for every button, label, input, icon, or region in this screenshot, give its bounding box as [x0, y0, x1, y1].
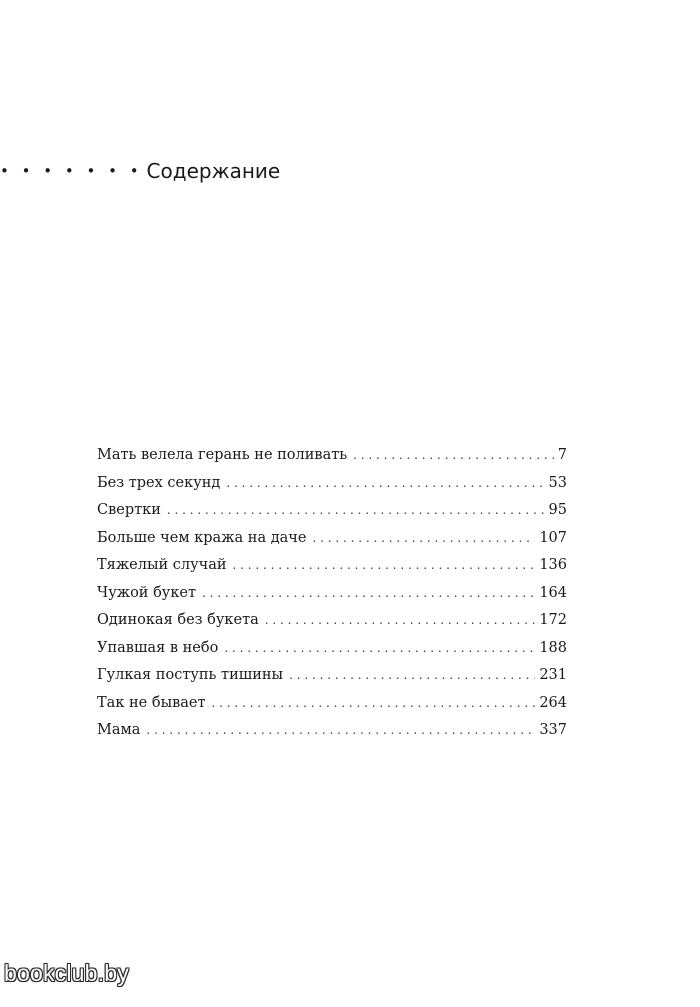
toc-entry-page: 164	[539, 584, 567, 601]
toc-entry-page: 53	[548, 474, 567, 491]
toc-entry-title: Больше чем кража на даче	[97, 529, 307, 546]
toc-leader-dots	[265, 613, 536, 627]
toc-leader-dots	[212, 696, 536, 710]
toc-entry	[97, 502, 567, 530]
toc-entry-title: Одинокая без букета	[97, 612, 259, 628]
table-of-contents	[97, 447, 567, 750]
toc-entry-page: 337	[539, 722, 567, 738]
heading-dots: • • • • • • •	[0, 161, 143, 180]
toc-entry-title: Так не бывает	[97, 694, 206, 711]
toc-leader-dots	[289, 668, 535, 682]
toc-leader-dots	[233, 558, 536, 572]
toc-entry-title: Свертки	[97, 502, 161, 518]
page-title: Содержание	[146, 159, 281, 183]
toc-entry	[97, 530, 567, 558]
toc-leader-dots	[146, 723, 535, 737]
toc-entry-title: Мать велела герань не поливать	[97, 447, 348, 463]
toc-entry	[97, 722, 567, 750]
toc-entry-page: 107	[539, 529, 567, 546]
toc-entry-page: 136	[539, 557, 567, 573]
toc-leader-dots	[224, 641, 535, 655]
toc-leader-dots	[226, 476, 544, 490]
toc-entry-title: Чужой букет	[97, 584, 197, 601]
toc-entry	[97, 667, 567, 695]
toc-leader-dots	[167, 503, 545, 517]
toc-entry	[97, 695, 567, 723]
toc-entry-page: 95	[548, 502, 567, 518]
toc-leader-dots	[312, 531, 535, 545]
toc-entry-title: Тяжелый случай	[97, 557, 227, 573]
toc-entry-page: 172	[539, 612, 567, 628]
toc-entry-title: Упавшая в небо	[97, 639, 219, 656]
watermark: bookclub.by	[4, 960, 129, 986]
contents-heading	[0, 155, 280, 187]
toc-entry	[97, 640, 567, 668]
toc-leader-dots	[353, 448, 554, 462]
toc-entry	[97, 557, 567, 585]
toc-entry-title: Гулкая поступь тишины	[97, 667, 284, 683]
toc-entry-page: 7	[557, 447, 567, 463]
toc-entry	[97, 447, 567, 475]
toc-leader-dots	[202, 586, 535, 600]
toc-entry-title: Мама	[97, 722, 141, 738]
toc-entry-page: 231	[539, 667, 567, 683]
toc-entry-page: 264	[539, 694, 567, 711]
toc-entry	[97, 585, 567, 613]
toc-entry-page: 188	[539, 639, 567, 656]
toc-entry	[97, 612, 567, 640]
toc-entry	[97, 475, 567, 503]
toc-entry-title: Без трех секунд	[97, 474, 221, 491]
